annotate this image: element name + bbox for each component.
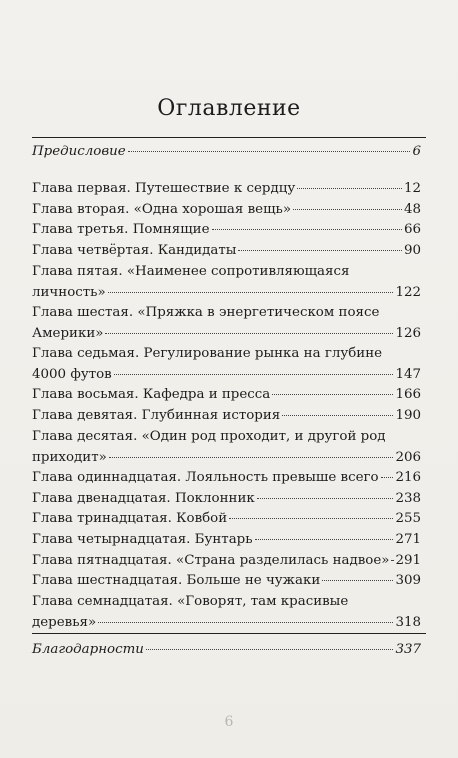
dot-leader bbox=[105, 333, 393, 334]
toc-entry-page: 147 bbox=[395, 366, 421, 382]
toc-entry-title-line1: Глава шестая. «Пряжка в энергетическом поясе bbox=[32, 305, 380, 320]
toc-entry-title: Глава первая. Путешествие к сердцу bbox=[32, 181, 296, 196]
top-divider bbox=[32, 137, 426, 138]
toc-entry-chapter-15[interactable] bbox=[32, 551, 421, 572]
toc-entry-title: Глава четырнадцатая. Бунтарь bbox=[32, 532, 253, 547]
toc-entry-page: 291 bbox=[395, 553, 421, 568]
toc-entry-title: Глава восьмая. Кафедра и пресса bbox=[32, 387, 271, 402]
toc-entry-chapter-12[interactable] bbox=[32, 489, 421, 510]
toc-entry-title: Предисловие bbox=[32, 144, 126, 159]
toc-entry-chapter-13[interactable] bbox=[32, 509, 421, 530]
dot-leader bbox=[293, 209, 402, 210]
toc-entry-title: Благодарности bbox=[32, 642, 144, 657]
toc-entry-title: Глава четвёртая. Кандидаты bbox=[32, 243, 237, 258]
dot-leader bbox=[146, 649, 394, 650]
toc-entry-title: деревья» bbox=[32, 614, 97, 630]
toc-entry-page: 318 bbox=[395, 614, 421, 630]
toc-entry-title: Глава шестнадцатая. Больше не чужаки bbox=[32, 573, 321, 588]
toc-entry-chapter-2[interactable] bbox=[32, 200, 421, 221]
toc-entry-page: 66 bbox=[403, 222, 421, 237]
toc-entry-title: Америки» bbox=[32, 325, 104, 341]
toc-entry-page: 255 bbox=[395, 511, 421, 526]
toc-entry-page: 271 bbox=[395, 532, 421, 547]
toc-entry-page: 12 bbox=[403, 181, 421, 196]
toc-entry-title: Глава двенадцатая. Поклонник bbox=[32, 491, 255, 506]
toc-entry-chapter-4[interactable] bbox=[32, 241, 421, 262]
toc-entry-page: 6 bbox=[412, 144, 421, 159]
toc-entry-page: 216 bbox=[395, 470, 421, 485]
dot-leader bbox=[229, 518, 393, 519]
bottom-divider bbox=[32, 633, 426, 634]
toc-entry-title: Глава третья. Помнящие bbox=[32, 222, 210, 237]
dot-leader bbox=[255, 539, 394, 540]
toc-entry-chapter-7[interactable] bbox=[32, 344, 421, 385]
toc-entry-chapter-11[interactable] bbox=[32, 468, 421, 489]
toc-entry-title-line1: Глава пятая. «Наименее сопротивляющаяся bbox=[32, 264, 350, 279]
toc-entry-title: личность» bbox=[32, 284, 106, 300]
dot-leader bbox=[322, 580, 393, 581]
toc-entry-title-line1: Глава семнадцатая. «Говорят, там красивые bbox=[32, 594, 349, 609]
toc-entry-chapter-1[interactable] bbox=[32, 179, 421, 200]
toc-entry-title-line1: Глава седьмая. Регулирование рынка на глубине bbox=[32, 346, 383, 361]
toc-entry-page: 122 bbox=[395, 284, 421, 300]
page-title: Оглавление bbox=[157, 96, 301, 121]
toc-entry-chapter-16[interactable] bbox=[32, 571, 421, 592]
toc-entry-title-line1: Глава десятая. «Один род проходит, и другой род bbox=[32, 429, 386, 444]
toc-entry-chapter-10[interactable] bbox=[32, 427, 421, 468]
dot-leader bbox=[238, 250, 402, 251]
toc-entry-page: 309 bbox=[395, 573, 421, 588]
dot-leader bbox=[297, 188, 402, 189]
toc-entry-page: 166 bbox=[395, 387, 421, 402]
dot-leader bbox=[381, 477, 394, 478]
toc-entry-title: Глава пятнадцатая. «Страна разделилась надвое» bbox=[32, 553, 390, 568]
dot-leader bbox=[257, 498, 394, 499]
toc-entry-chapter-14[interactable] bbox=[32, 530, 421, 551]
dot-leader bbox=[114, 374, 394, 375]
toc-entry-page: 126 bbox=[395, 325, 421, 341]
page-number: 6 bbox=[224, 714, 234, 730]
dot-leader bbox=[108, 292, 394, 293]
toc-entry-page: 238 bbox=[395, 491, 421, 506]
toc-entry-page: 206 bbox=[395, 449, 421, 465]
toc-entry-title: приходит» bbox=[32, 449, 107, 465]
toc-entry-chapter-17[interactable] bbox=[32, 592, 421, 633]
toc-entry-page: 337 bbox=[395, 642, 421, 657]
toc-entry-chapter-3[interactable] bbox=[32, 220, 421, 241]
toc-entry-chapter-8[interactable] bbox=[32, 385, 421, 406]
dot-leader bbox=[212, 229, 402, 230]
toc-entry-title: Глава девятая. Глубинная история bbox=[32, 408, 281, 423]
dot-leader bbox=[109, 457, 394, 458]
toc-entry-title: Глава вторая. «Одна хорошая вещь» bbox=[32, 202, 292, 217]
toc-entry-chapter-6[interactable] bbox=[32, 303, 421, 344]
toc-entry-page: 190 bbox=[395, 408, 421, 423]
toc-entry-chapter-9[interactable] bbox=[32, 406, 421, 427]
toc-entry-title: Глава тринадцатая. Ковбой bbox=[32, 511, 228, 526]
dot-leader bbox=[282, 415, 393, 416]
dot-leader bbox=[272, 394, 393, 395]
toc-entry-page: 48 bbox=[403, 202, 421, 217]
toc-entry-preface[interactable] bbox=[32, 142, 421, 163]
toc-entry-acknowledgements[interactable] bbox=[32, 640, 421, 661]
toc-entry-title: 4000 футов bbox=[32, 366, 112, 382]
dot-leader bbox=[128, 151, 411, 152]
toc-entry-title: Глава одиннадцатая. Лояльность превыше всего bbox=[32, 470, 379, 485]
toc-entry-chapter-5[interactable] bbox=[32, 262, 421, 303]
dot-leader bbox=[391, 560, 393, 561]
dot-leader bbox=[98, 622, 393, 623]
toc-entry-page: 90 bbox=[403, 243, 421, 258]
